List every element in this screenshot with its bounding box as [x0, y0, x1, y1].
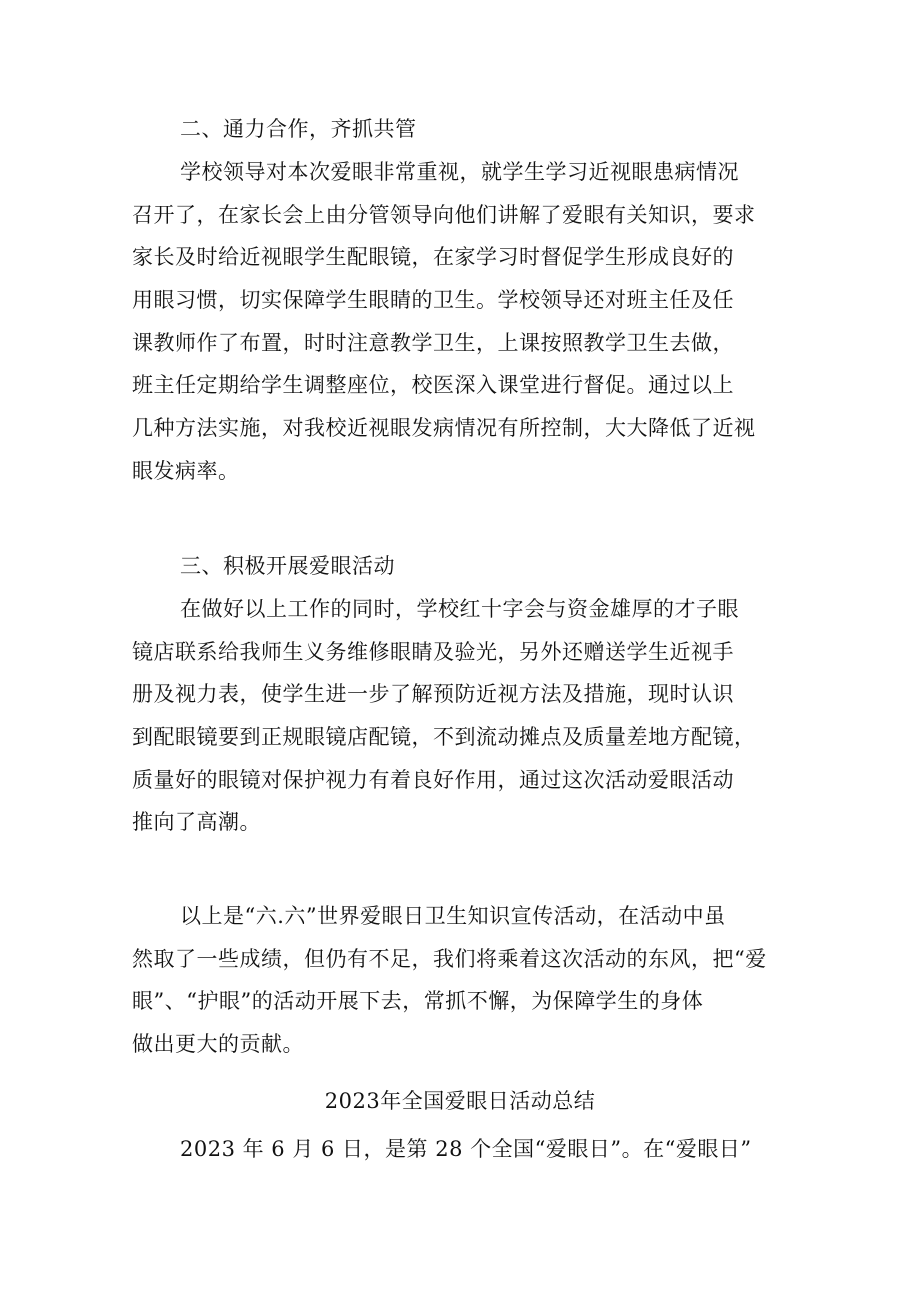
heading-text: 三、积极开展爱眼活动	[180, 554, 395, 578]
paragraph-line: 质量好的眼镜对保护视力有着良好作用，通过这次活动爱眼活动	[132, 767, 734, 792]
next-article-title: 2023年全国爱眼日活动总结	[324, 1089, 596, 1113]
paragraph-line: 然取了一些成绩，但仍有不足，我们将乘着这次活动的东风，把“爱	[132, 946, 767, 971]
paragraph-line: 推向了高潮。	[132, 810, 261, 835]
section-2-heading	[132, 108, 802, 151]
paragraph-line: 用眼习惯，切实保障学生眼睛的卫生。学校领导还对班主任及任	[132, 288, 734, 313]
section-2-paragraph	[132, 151, 802, 493]
heading-text: 二、通力合作，齐抓共管	[180, 117, 417, 141]
paragraph-line: 班主任定期给学生调整座位，校医深入课堂进行督促。通过以上	[132, 373, 734, 398]
paragraph-line: 2023 年 6 月 6 日，是第 28 个全国“爱眼日”。在“爱眼日”	[180, 1137, 752, 1161]
paragraph-line: 学校领导对本次爱眼非常重视，就学生学习近视眼患病情况	[180, 160, 739, 184]
paragraph-line: 做出更大的贡献。	[132, 1032, 304, 1057]
section-3-heading	[132, 545, 802, 588]
paragraph-line: 课教师作了布置，时时注意教学卫生，上课按照教学卫生去做，	[132, 330, 734, 355]
conclusion-paragraph	[132, 895, 802, 1066]
paragraph-line: 几种方法实施，对我校近视眼发病情况有所控制，大大降低了近视	[132, 416, 756, 441]
section-3-paragraph	[132, 588, 802, 844]
paragraph-line: 召开了，在家长会上由分管领导向他们讲解了爱眼有关知识，要求	[132, 202, 756, 227]
paragraph-line: 以上是“六.六”世界爱眼日卫生知识宣传活动，在活动中虽	[180, 904, 726, 928]
next-article-intro	[132, 1128, 802, 1171]
paragraph-line: 册及视力表，使学生进一步了解预防近视方法及措施，现时认识	[132, 682, 734, 707]
paragraph-line: 在做好以上工作的同时，学校红十字会与资金雄厚的才子眼	[180, 597, 739, 621]
paragraph-line: 眼发病率。	[132, 458, 240, 483]
paragraph-line: 眼”、“护眼”的活动开展下去，常抓不懈，为保障学生的身体	[132, 989, 704, 1014]
paragraph-line: 到配眼镜要到正规眼镜店配镜，不到流动摊点及质量差地方配镜，	[132, 725, 756, 750]
paragraph-line: 家长及时给近视眼学生配眼镜，在家学习时督促学生形成良好的	[132, 245, 734, 270]
paragraph-line: 镜店联系给我师生义务维修眼睛及验光，另外还赠送学生近视手	[132, 639, 734, 664]
